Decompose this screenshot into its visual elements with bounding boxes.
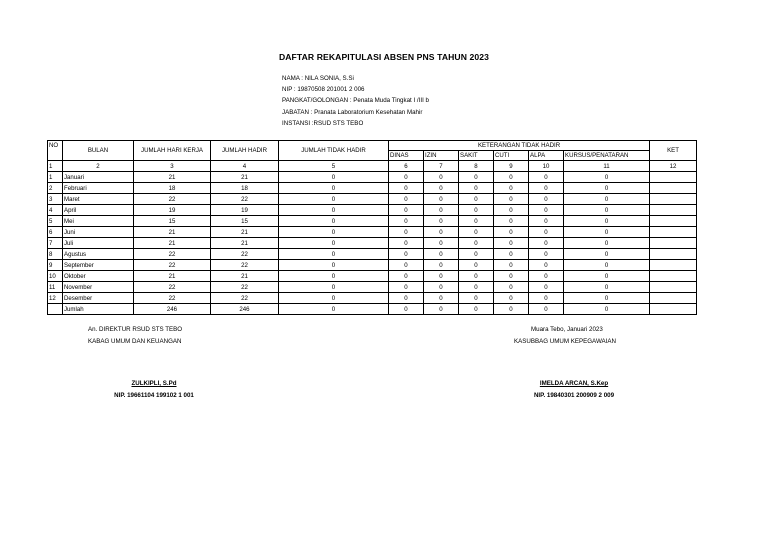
cell-sakit: 0 — [459, 293, 494, 304]
header-sakit: SAKIT — [459, 151, 494, 161]
cell-no: 10 — [48, 271, 63, 282]
cell-kursus: 0 — [564, 293, 650, 304]
total-tidak: 0 — [279, 304, 389, 315]
cell-hadir: 18 — [211, 183, 279, 194]
cell-alpa: 0 — [529, 216, 564, 227]
cell-sakit: 0 — [459, 216, 494, 227]
left-sign-title: An. DIREKTUR RSUD STS TEBO — [88, 326, 183, 333]
col-number: 1 — [48, 161, 63, 172]
cell-hadir: 22 — [211, 194, 279, 205]
col-number: 6 — [389, 161, 424, 172]
cell-dinas: 0 — [389, 216, 424, 227]
cell-dinas: 0 — [389, 260, 424, 271]
col-number: 5 — [279, 161, 389, 172]
cell-cuti: 0 — [494, 238, 529, 249]
table-row — [48, 183, 697, 194]
cell-bulan: Juli — [63, 238, 134, 249]
left-signer-name: ZULKIPLI, S.Pd — [131, 380, 177, 387]
cell-hadir: 21 — [211, 172, 279, 183]
cell-bulan: Januari — [63, 172, 134, 183]
header-alpa: ALPA — [529, 151, 564, 161]
col-number: 12 — [650, 161, 697, 172]
cell-kerja: 21 — [134, 238, 211, 249]
cell-izin: 0 — [424, 249, 459, 260]
right-signer-nip: NIP. 19840301 200909 2 009 — [533, 392, 615, 399]
table-row — [48, 194, 697, 205]
cell-bulan: Oktober — [63, 271, 134, 282]
cell-sakit: 0 — [459, 227, 494, 238]
cell-kursus: 0 — [564, 194, 650, 205]
cell-no: 12 — [48, 293, 63, 304]
cell-tidak: 0 — [279, 260, 389, 271]
right-sign-position: KASUBBAG UMUM KEPEGAWAIAN — [514, 338, 616, 345]
col-number: 9 — [494, 161, 529, 172]
cell-ket — [650, 205, 697, 216]
cell-sakit: 0 — [459, 183, 494, 194]
cell-alpa: 0 — [529, 293, 564, 304]
cell-hadir: 19 — [211, 205, 279, 216]
cell-kerja: 22 — [134, 293, 211, 304]
cell-hadir: 21 — [211, 271, 279, 282]
cell-sakit: 0 — [459, 238, 494, 249]
cell-izin: 0 — [424, 238, 459, 249]
cell-ket — [650, 172, 697, 183]
cell-kerja: 22 — [134, 260, 211, 271]
header-bulan: BULAN — [63, 141, 134, 161]
table-row — [48, 216, 697, 227]
total-izin: 0 — [424, 304, 459, 315]
total-alpa: 0 — [529, 304, 564, 315]
col-number: 11 — [564, 161, 650, 172]
cell-kursus: 0 — [564, 183, 650, 194]
document-title: DAFTAR REKAPITULASI ABSEN PNS TAHUN 2023 — [278, 52, 490, 62]
cell-ket — [650, 216, 697, 227]
col-number: 3 — [134, 161, 211, 172]
total-row — [48, 304, 697, 315]
cell-hadir: 22 — [211, 260, 279, 271]
cell-kerja: 22 — [134, 249, 211, 260]
cell-cuti: 0 — [494, 249, 529, 260]
left-sign-position: KABAG UMUM DAN KEUANGAN — [88, 338, 182, 345]
cell-bulan: Desember — [63, 293, 134, 304]
total-label: Jumlah — [63, 304, 134, 315]
cell-izin: 0 — [424, 282, 459, 293]
cell-hadir: 22 — [211, 282, 279, 293]
cell-tidak: 0 — [279, 194, 389, 205]
cell-tidak: 0 — [279, 238, 389, 249]
right-signer-name: IMELDA ARCAN, S.Kep — [539, 380, 609, 387]
cell-tidak: 0 — [279, 183, 389, 194]
header-hari-kerja: JUMLAH HARI KERJA — [134, 141, 211, 161]
cell-dinas: 0 — [389, 227, 424, 238]
info-pangkat: PANGKAT/GOLONGAN : Penata Muda Tingkat I /III b — [282, 97, 429, 105]
total-dinas: 0 — [389, 304, 424, 315]
cell-bulan: Mei — [63, 216, 134, 227]
col-number: 10 — [529, 161, 564, 172]
cell-sakit: 0 — [459, 260, 494, 271]
cell-dinas: 0 — [389, 271, 424, 282]
cell-kerja: 21 — [134, 227, 211, 238]
cell-kerja: 22 — [134, 194, 211, 205]
cell-no: 3 — [48, 194, 63, 205]
cell-kerja: 15 — [134, 216, 211, 227]
cell-no — [48, 304, 63, 315]
cell-kerja: 21 — [134, 271, 211, 282]
cell-bulan: April — [63, 205, 134, 216]
cell-bulan: Maret — [63, 194, 134, 205]
cell-sakit: 0 — [459, 194, 494, 205]
cell-no: 7 — [48, 238, 63, 249]
header-kursus: KURSUS/PENATARAN — [564, 151, 650, 161]
cell-kursus: 0 — [564, 205, 650, 216]
cell-cuti: 0 — [494, 216, 529, 227]
cell-izin: 0 — [424, 194, 459, 205]
cell-cuti: 0 — [494, 260, 529, 271]
cell-kerja: 19 — [134, 205, 211, 216]
cell-sakit: 0 — [459, 205, 494, 216]
cell-no: 4 — [48, 205, 63, 216]
cell-bulan: Februari — [63, 183, 134, 194]
cell-dinas: 0 — [389, 194, 424, 205]
table-body — [48, 172, 697, 315]
cell-ket — [650, 249, 697, 260]
cell-alpa: 0 — [529, 271, 564, 282]
cell-dinas: 0 — [389, 238, 424, 249]
info-jabatan: JABATAN : Pranata Laboratorium Kesehatan Mahir — [282, 108, 423, 116]
info-instansi: INSTANSI :RSUD STS TEBO — [282, 119, 364, 127]
cell-kursus: 0 — [564, 216, 650, 227]
cell-hadir: 15 — [211, 216, 279, 227]
table-row — [48, 238, 697, 249]
cell-kerja: 18 — [134, 183, 211, 194]
table-row — [48, 293, 697, 304]
cell-cuti: 0 — [494, 227, 529, 238]
cell-alpa: 0 — [529, 238, 564, 249]
col-number: 2 — [63, 161, 134, 172]
cell-sakit: 0 — [459, 271, 494, 282]
cell-cuti: 0 — [494, 183, 529, 194]
table-row — [48, 205, 697, 216]
attendance-table — [47, 140, 697, 315]
cell-tidak: 0 — [279, 216, 389, 227]
cell-no: 6 — [48, 227, 63, 238]
cell-ket — [650, 260, 697, 271]
col-number: 8 — [459, 161, 494, 172]
cell-bulan: November — [63, 282, 134, 293]
cell-bulan: Agustus — [63, 249, 134, 260]
cell-tidak: 0 — [279, 205, 389, 216]
cell-tidak: 0 — [279, 293, 389, 304]
cell-no: 9 — [48, 260, 63, 271]
cell-izin: 0 — [424, 172, 459, 183]
header-hadir: JUMLAH HADIR — [211, 141, 279, 161]
cell-kursus: 0 — [564, 260, 650, 271]
cell-izin: 0 — [424, 293, 459, 304]
col-number: 4 — [211, 161, 279, 172]
cell-hadir: 22 — [211, 293, 279, 304]
cell-ket — [650, 271, 697, 282]
total-cuti: 0 — [494, 304, 529, 315]
cell-kerja: 21 — [134, 172, 211, 183]
total-sakit: 0 — [459, 304, 494, 315]
cell-cuti: 0 — [494, 172, 529, 183]
cell-hadir: 21 — [211, 238, 279, 249]
cell-ket — [650, 238, 697, 249]
cell-dinas: 0 — [389, 293, 424, 304]
cell-izin: 0 — [424, 183, 459, 194]
info-nama: NAMA : NILA SONIA, S.Si — [282, 75, 354, 82]
cell-hadir: 21 — [211, 227, 279, 238]
cell-dinas: 0 — [389, 172, 424, 183]
employee-info — [282, 73, 429, 129]
cell-tidak: 0 — [279, 227, 389, 238]
cell-bulan: September — [63, 260, 134, 271]
cell-alpa: 0 — [529, 194, 564, 205]
cell-no: 5 — [48, 216, 63, 227]
cell-izin: 0 — [424, 227, 459, 238]
cell-ket — [650, 282, 697, 293]
header-cuti: CUTI — [494, 151, 529, 161]
cell-ket — [650, 194, 697, 205]
cell-sakit: 0 — [459, 282, 494, 293]
cell-no: 8 — [48, 249, 63, 260]
total-ket — [650, 304, 697, 315]
cell-alpa: 0 — [529, 205, 564, 216]
right-sign-date: Muara Tebo, Januari 2023 — [531, 326, 603, 333]
info-nip: NIP : 19870508 201001 2 006 — [282, 86, 365, 94]
cell-kursus: 0 — [564, 271, 650, 282]
header-izin: IZIN — [424, 151, 459, 161]
cell-tidak: 0 — [279, 282, 389, 293]
table-row — [48, 260, 697, 271]
cell-hadir: 22 — [211, 249, 279, 260]
total-hadir: 246 — [211, 304, 279, 315]
total-kursus: 0 — [564, 304, 650, 315]
cell-kursus: 0 — [564, 238, 650, 249]
cell-izin: 0 — [424, 271, 459, 282]
cell-dinas: 0 — [389, 205, 424, 216]
cell-alpa: 0 — [529, 260, 564, 271]
cell-izin: 0 — [424, 260, 459, 271]
cell-izin: 0 — [424, 205, 459, 216]
header-ket: KET — [650, 141, 697, 161]
cell-kursus: 0 — [564, 282, 650, 293]
cell-dinas: 0 — [389, 249, 424, 260]
cell-alpa: 0 — [529, 172, 564, 183]
cell-alpa: 0 — [529, 249, 564, 260]
cell-ket — [650, 183, 697, 194]
cell-no: 1 — [48, 172, 63, 183]
cell-dinas: 0 — [389, 183, 424, 194]
table-row — [48, 271, 697, 282]
cell-cuti: 0 — [494, 194, 529, 205]
cell-tidak: 0 — [279, 249, 389, 260]
cell-ket — [650, 227, 697, 238]
cell-cuti: 0 — [494, 205, 529, 216]
cell-no: 11 — [48, 282, 63, 293]
cell-ket — [650, 293, 697, 304]
cell-bulan: Juni — [63, 227, 134, 238]
cell-sakit: 0 — [459, 249, 494, 260]
table-row — [48, 172, 697, 183]
cell-tidak: 0 — [279, 271, 389, 282]
col-number: 7 — [424, 161, 459, 172]
header-dinas: DINAS — [389, 151, 424, 161]
cell-kerja: 22 — [134, 282, 211, 293]
cell-sakit: 0 — [459, 172, 494, 183]
total-kerja: 246 — [134, 304, 211, 315]
cell-tidak: 0 — [279, 172, 389, 183]
table-row — [48, 249, 697, 260]
table-row — [48, 282, 697, 293]
cell-cuti: 0 — [494, 282, 529, 293]
left-signer-nip: NIP. 19661104 199102 1 001 — [114, 392, 194, 399]
cell-alpa: 0 — [529, 183, 564, 194]
cell-alpa: 0 — [529, 227, 564, 238]
header-tidak-hadir: JUMLAH TIDAK HADIR — [279, 141, 389, 161]
column-number-row — [48, 161, 697, 172]
cell-kursus: 0 — [564, 249, 650, 260]
cell-kursus: 0 — [564, 172, 650, 183]
cell-alpa: 0 — [529, 282, 564, 293]
cell-cuti: 0 — [494, 293, 529, 304]
cell-dinas: 0 — [389, 282, 424, 293]
cell-kursus: 0 — [564, 227, 650, 238]
header-keterangan: KETERANGAN TIDAK HADIR — [389, 141, 650, 151]
cell-no: 2 — [48, 183, 63, 194]
cell-cuti: 0 — [494, 271, 529, 282]
cell-izin: 0 — [424, 216, 459, 227]
header-no: NO — [48, 141, 63, 161]
table-row — [48, 227, 697, 238]
